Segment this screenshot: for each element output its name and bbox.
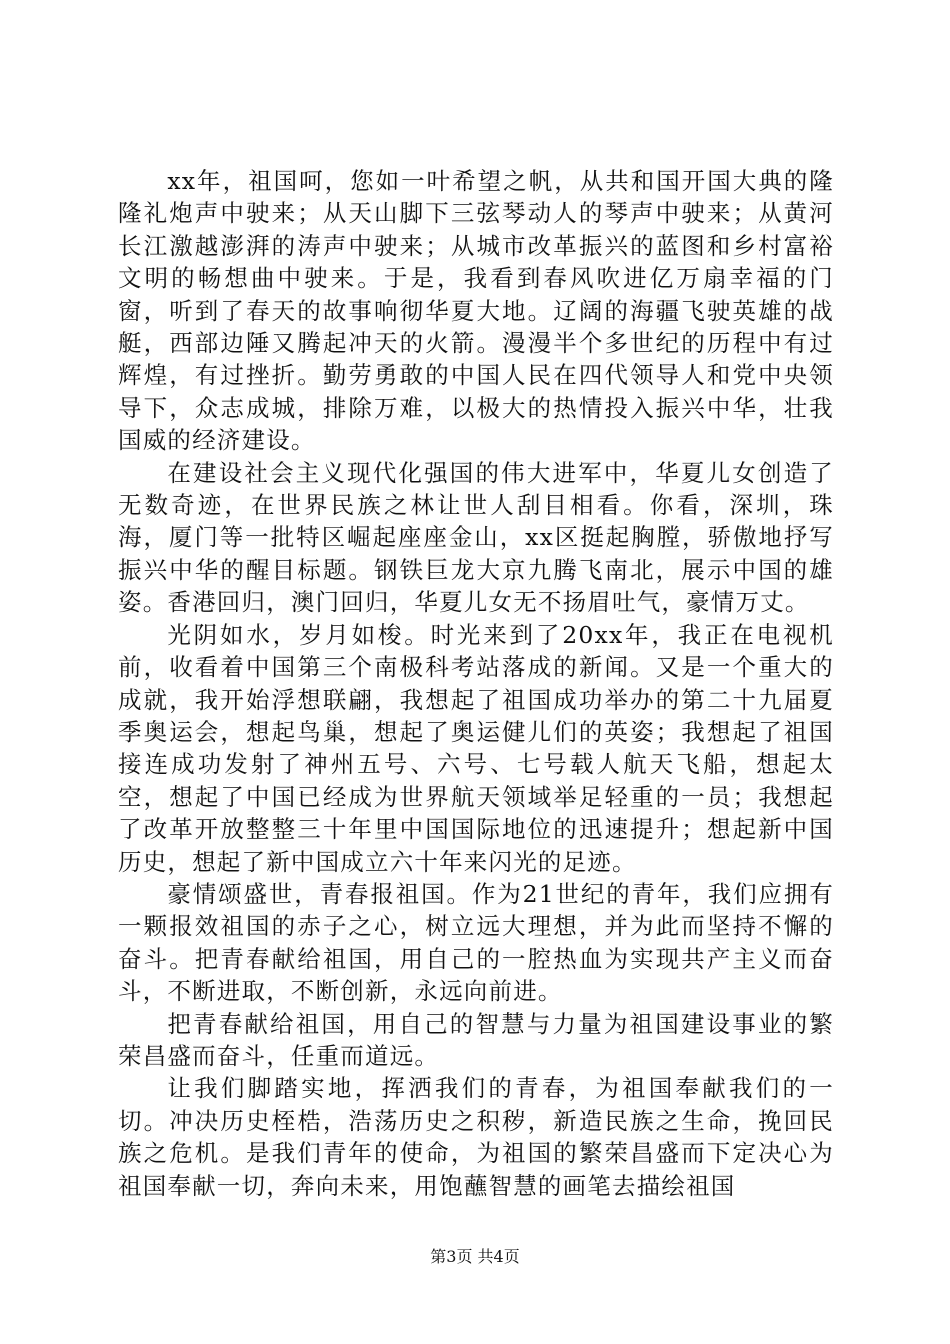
page-number-footer: 第3页 共4页 [430, 1247, 520, 1266]
paragraph: 把青春献给祖国，用自己的智慧与力量为祖国建设事业的繁荣昌盛而奋斗，任重而道远。 [118, 1009, 834, 1070]
paragraph: 光阴如水，岁月如梭。时光来到了20xx年，我正在电视机前，收看着中国第三个南极科考站落成的新闻。又是一个重大的成就，我开始浮想联翩，我想起了祖国成功举办的第二十九届夏季奥运会，想起鸟巢，想起了奥运健儿们的英姿；我想起了祖国接连成功发射了神州五号、六号、七号载人航天飞船，想起太空，想起了中国已经成为世界航天领域举足轻重的一员；我想起了改革开放整整三十年里中国国际地位的迅速提升；想起新中国历史，想起了新中国成立六十年来闪光的足迹。 [118, 620, 834, 876]
paragraph: xx年，祖国呵，您如一叶希望之帆，从共和国开国大典的隆隆礼炮声中驶来；从天山脚下三弦琴动人的琴声中驶来；从黄河长江激越澎湃的涛声中驶来；从城市改革振兴的蓝图和乡村富裕文明的畅想曲中驶来。于是，我看到春风吹进亿万扇幸福的门窗，听到了春天的故事响彻华夏大地。辽阔的海疆飞驶英雄的战艇，西部边陲又腾起冲天的火箭。漫漫半个多世纪的历程中有过辉煌，有过挫折。勤劳勇敢的中国人民在四代领导人和党中央领导下，众志成城，排除万难，以极大的热情投入振兴中华，壮我国威的经济建设。 [118, 167, 834, 455]
body-text [118, 165, 834, 1202]
paragraph: 豪情颂盛世，青春报祖国。作为21世纪的青年，我们应拥有一颗报效祖国的赤子之心，树立远大理想，并为此而坚持不懈的奋斗。把青春献给祖国，用自己的一腔热血为实现共产主义而奋斗，不断进取，不断创新，永远向前进。 [118, 879, 834, 1006]
paragraph: 让我们脚踏实地，挥洒我们的青春，为祖国奉献我们的一切。冲决历史桎梏，浩荡历史之积秽，新造民族之生命，挽回民族之危机。是我们青年的使命，为祖国的繁荣昌盛而下定决心为祖国奉献一切，奔向未来，用饱蘸智慧的画笔去描绘祖国 [118, 1074, 834, 1200]
paragraph: 在建设社会主义现代化强国的伟大进军中，华夏儿女创造了无数奇迹，在世界民族之林让世人刮目相看。你看，深圳，珠海，厦门等一批特区崛起座座金山，xx区挺起胸膛，骄傲地抒写振兴中华的醒目标题。钢铁巨龙大京九腾飞南北，展示中国的雄姿。香港回归，澳门回归，华夏儿女无不扬眉吐气，豪情万丈。 [118, 458, 834, 617]
